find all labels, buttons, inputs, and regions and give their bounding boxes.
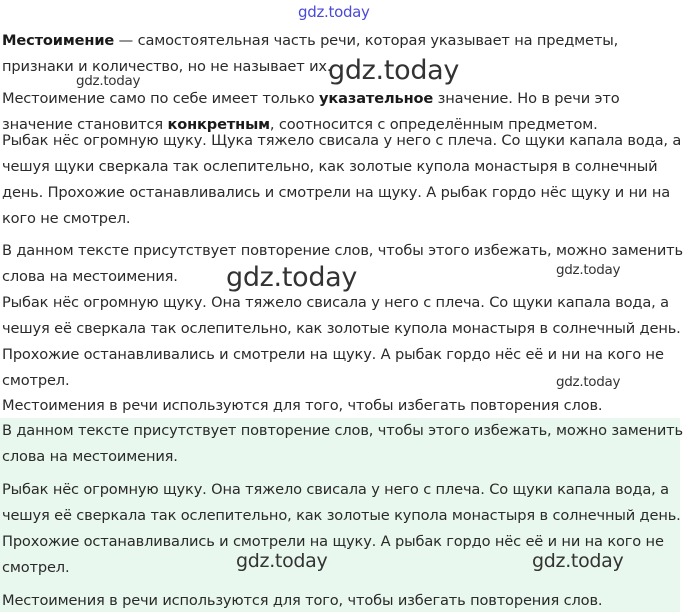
example-text-line-2: чешуя щуки сверкала так ослепительно, как золотые купола монастыря в солнечный [2,158,658,175]
pronoun-meaning-line-1: Местоимение само по себе имеет только указательное значение. Но в речи это [2,90,620,107]
green-explanation-line-1: В данном тексте присутствует повторение слов, чтобы этого избежать, можно заменить [2,422,683,439]
corrected-text-line-4: смотрел. [2,372,70,389]
term-bold: Местоимение [2,32,115,49]
watermark-top: gdz.today [298,3,370,21]
green-conclusion-line: Местоимения в речи используются для того, чтобы избегать повторения слов. [2,592,603,609]
green-explanation-line-2: слова на местоимения. [2,448,178,465]
example-text-line-3: день. Прохожие останавливались и смотрели на щуку. А рыбак гордо нёс щуку и ни на [2,184,670,201]
definition-line-1: Местоимение — самостоятельная часть речи, которая указывает на предметы, [2,32,619,49]
explanation-line-1: В данном тексте присутствует повторение слов, чтобы этого избежать, можно заменить [2,242,683,259]
watermark-medium: gdz.today [532,550,624,572]
corrected-text-line-2: чешуя её сверкала так ослепительно, как золотые купола монастыря в солнечный день. [2,320,681,337]
corrected-text-line-1: Рыбак нёс огромную щуку. Она тяжело свисала у него с плеча. Со щуки капала вода, а [2,294,669,311]
watermark-medium: gdz.today [236,550,328,572]
corrected-text-line-3: Прохожие останавливались и смотрели на щуку. А рыбак гордо нёс её и ни на кого не [2,346,664,363]
conclusion-line: Местоимения в речи используются для того, чтобы избегать повторения слов. [2,397,603,414]
watermark-small: gdz.today [556,374,621,390]
green-corrected-line-1: Рыбак нёс огромную щуку. Она тяжело свисала у него с плеча. Со щуки капала вода, а [2,481,669,498]
watermark-large: gdz.today [226,262,358,293]
green-corrected-line-4: смотрел. [2,559,70,576]
explanation-line-2: слова на местоимения. [2,268,178,285]
example-text-line-1: Рыбак нёс огромную щуку. Щука тяжело свисала у него с плеча. Со щуки капала вода, а [2,132,682,149]
definition-line-2: признаки и количество, но не называет их. [2,58,332,75]
green-corrected-line-3: Прохожие останавливались и смотрели на щуку. А рыбак гордо нёс её и ни на кого не [2,533,664,550]
watermark-small: gdz.today [556,262,621,278]
example-text-line-4: кого не смотрел. [2,210,131,227]
green-corrected-line-2: чешуя её сверкала так ослепительно, как золотые купола монастыря в солнечный день. [2,507,681,524]
watermark-large: gdz.today [328,55,460,86]
watermark-small: gdz.today [76,73,141,89]
pronoun-meaning-line-2-clipped: значение становится конкретным, соотносится с определённым предметом. [2,116,598,133]
